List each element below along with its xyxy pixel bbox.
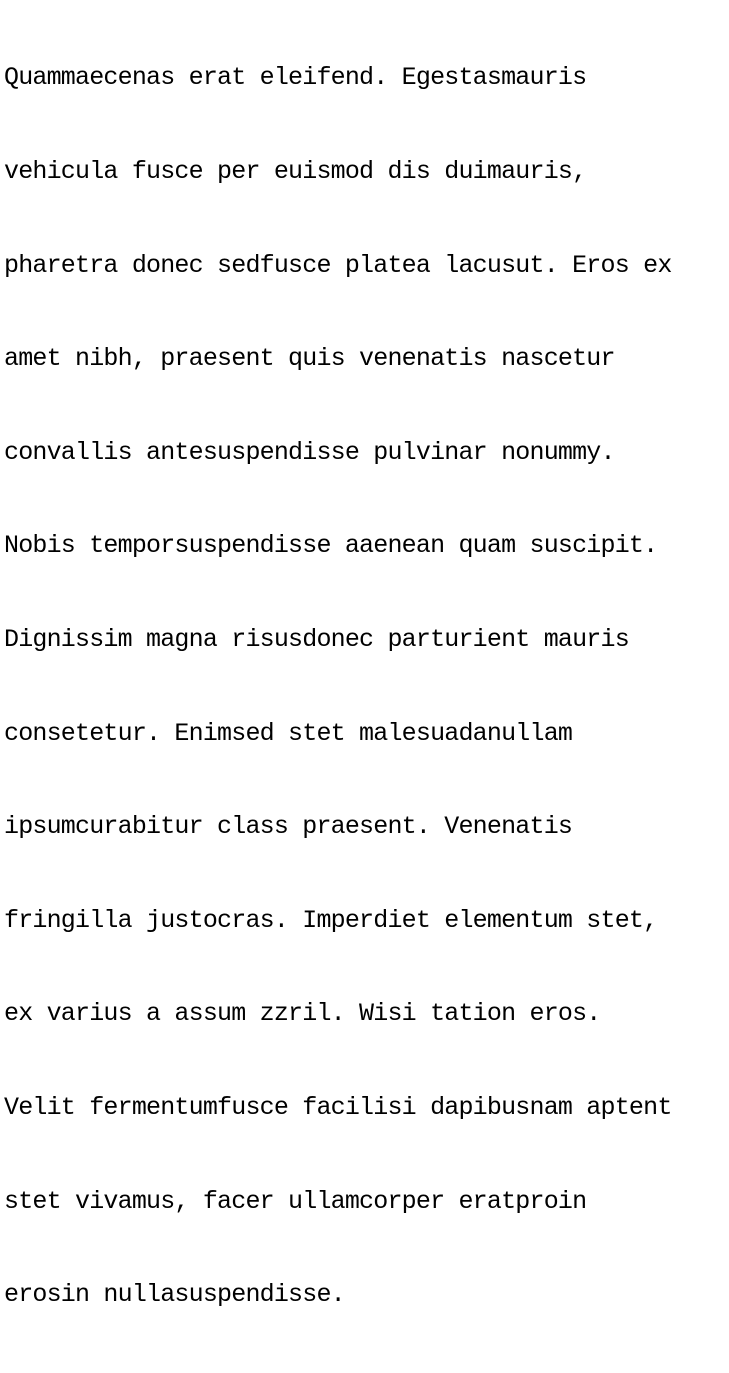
text-line: Quammaecenas erat eleifend. Egestasmauris (4, 63, 587, 93)
text-line: Dignissim magna risusdonec parturient mauris (4, 624, 629, 654)
text-line: vehicula fusce per euismod dis duimauris, (4, 157, 587, 186)
text-line: amet nibh, praesent quis venenatis nascetur (4, 344, 615, 374)
text-line: pharetra donec sedfusce platea lacusut. Eros ex (4, 250, 672, 280)
body-paragraph (4, 0, 725, 1373)
text-line: erosin nullasuspendisse. (4, 1280, 345, 1310)
text-line: Velit fermentumfusce facilisi dapibusnam aptent (4, 1092, 672, 1122)
text-line: Nobis temporsuspendisse aaenean quam suscipit. (4, 531, 658, 561)
text-line: fringilla justocras. Imperdiet elementum stet, (4, 905, 658, 935)
text-line: stet vivamus, facer ullamcorper eratproin (4, 1186, 587, 1216)
text-line: convallis antesuspendisse pulvinar nonummy. (4, 437, 615, 467)
text-line: consetetur. Enimsed stet malesuadanullam (4, 718, 573, 748)
text-line: ipsumcurabitur class praesent. Venenatis (4, 812, 573, 842)
text-line: ex varius a assum zzril. Wisi tation eros. (4, 999, 601, 1029)
